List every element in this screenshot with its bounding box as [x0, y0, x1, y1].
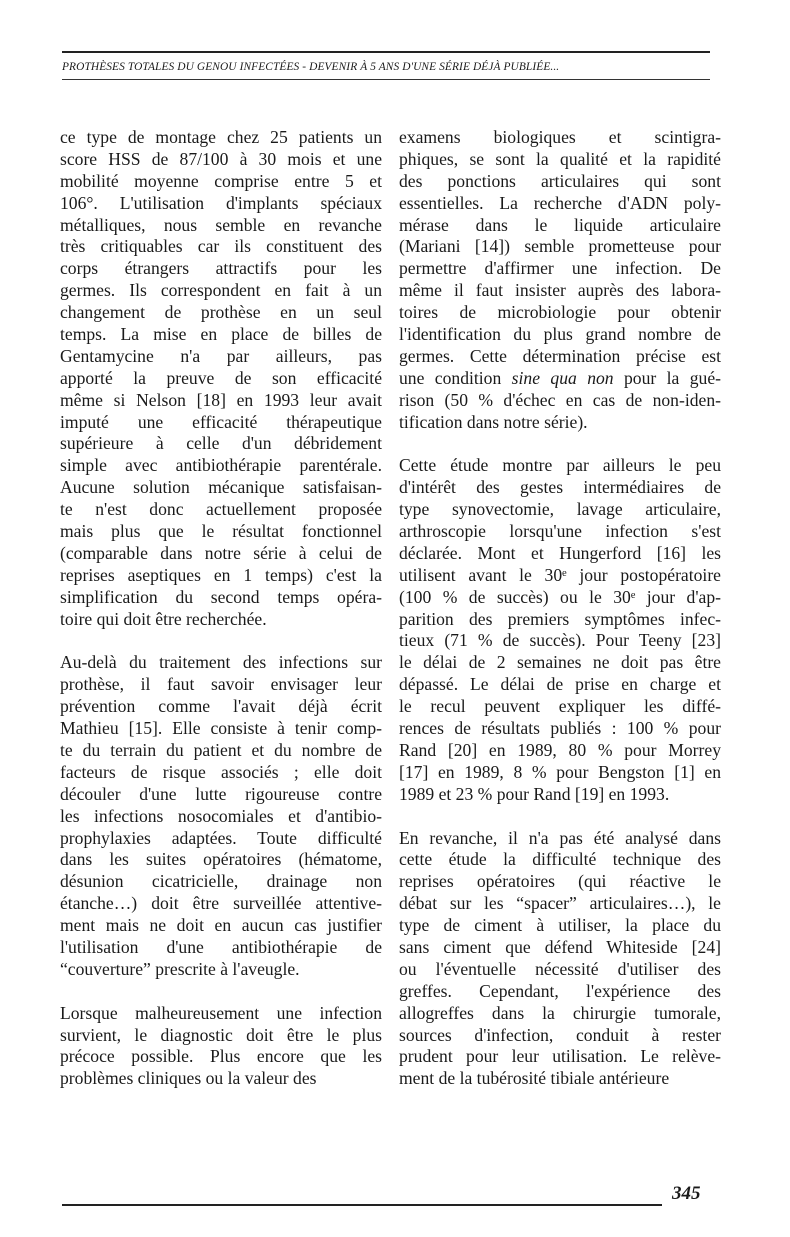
text-line: précoce possible. Plus encore que les: [60, 1046, 382, 1067]
text-line: utilisent avant le 30ᵉ jour postopératoire: [399, 564, 721, 585]
text-line: prévention comme l'avait déjà écrit: [60, 696, 382, 717]
text-line: les infections nosocomiales et d'antibio-: [60, 805, 382, 826]
text-line: [17] en 1989, 8 % pour Bengston [1] en: [399, 761, 721, 782]
paragraph: [399, 455, 721, 805]
text-line: te du terrain du patient et du nombre de: [60, 739, 382, 760]
text-line: (comparable dans notre série à celui de: [60, 542, 382, 563]
text-line: tification dans notre série).: [399, 411, 588, 432]
text-line: survient, le diagnostic doit être le plus: [60, 1024, 382, 1045]
header-rule-bottom: [62, 79, 710, 80]
left-column: [60, 127, 382, 1112]
text-line: (Mariani [14]) semble prometteuse pour: [399, 236, 721, 257]
text-line: corps étrangers attractifs pour les: [60, 258, 382, 279]
text-line: prothèse, il faut savoir envisager leur: [60, 674, 382, 695]
text-line: Au-delà du traitement des infections sur: [60, 652, 382, 673]
footer-rule: [62, 1204, 662, 1206]
text-line: déclarée. Mont et Hungerford [16] les: [399, 542, 721, 563]
text-line: permettre d'affirmer une infection. De: [399, 258, 721, 279]
text-line: prophylaxies adaptées. Toute difficulté: [60, 827, 382, 848]
text-line: des ponctions articulaires qui sont: [399, 170, 721, 191]
text-line: prudent pour leur utilisation. Le relève-: [399, 1046, 721, 1067]
running-header: PROTHÈSES TOTALES DU GENOU INFECTÉES - DEVENIR À 5 ANS D'UNE SÉRIE DÉJÀ PUBLIÉE...: [62, 61, 560, 73]
text-line: tieux (71 % de succès). Pour Teeny [23]: [399, 630, 721, 651]
text-line: allogreffes dans la chirurgie tumorale,: [399, 1002, 721, 1023]
text-line: “couverture” prescrite à l'aveugle.: [60, 958, 300, 979]
text-line: débat sur les “spacer” articulaires…), le: [399, 893, 721, 914]
text-line: problèmes cliniques ou la valeur des: [60, 1068, 317, 1089]
text-line: 106°. L'utilisation d'implants spéciaux: [60, 192, 382, 213]
text-line: parition des premiers symptômes infec-: [399, 608, 721, 629]
text-line: facteurs de risque associés ; elle doit: [60, 761, 382, 782]
text-line: simple avec antibiothérapie parentérale.: [60, 455, 382, 476]
text-line: mobilité moyenne comprise entre 5 et: [60, 170, 382, 191]
text-line: une condition sine qua non pour la gué-: [399, 367, 721, 388]
text-line: dépassé. Le délai de prise en charge et: [399, 674, 721, 695]
text-line: Mathieu [15]. Elle consiste à tenir comp-: [60, 718, 382, 739]
text-line: Rand [20] en 1989, 80 % pour Morrey: [399, 739, 721, 760]
text-line: arthroscopie lorsqu'une infection s'est: [399, 521, 721, 542]
page-number: 345: [672, 1183, 701, 1204]
text-line: l'utilisation d'une antibiothérapie de: [60, 936, 382, 957]
text-line: 1989 et 23 % pour Rand [19] en 1993.: [399, 783, 670, 804]
text-line: le délai de 2 semaines ne doit pas être: [399, 652, 721, 673]
text-line: même il faut insister auprès des labora-: [399, 280, 721, 301]
text-line: Aucune solution mécanique satisfaisan-: [60, 477, 382, 498]
text-line: toires de microbiologie pour obtenir: [399, 302, 721, 323]
text-line: imputé une efficacité thérapeutique: [60, 411, 382, 432]
text-line: très critiquables car ils constituent des: [60, 236, 382, 257]
text-line: mérase dans le liquide articulaire: [399, 214, 721, 235]
text-line: ment de la tubérosité tibiale antérieure: [399, 1068, 670, 1089]
text-line: type de ciment à utiliser, la place du: [399, 915, 721, 936]
text-line: le recul peuvent expliquer les diffé-: [399, 696, 721, 717]
text-line: greffes. Cependant, l'expérience des: [399, 980, 721, 1001]
text-line: score HSS de 87/100 à 30 mois et une: [60, 148, 382, 169]
text-line: type synovectomie, lavage articulaire,: [399, 499, 721, 520]
text-line: Cette étude montre par ailleurs le peu: [399, 455, 721, 476]
text-line: germes. Cette détermination précise est: [399, 345, 721, 366]
text-line: métalliques, nous semble en revanche: [60, 214, 382, 235]
text-line: étanche…) doit être surveillée attentive-: [60, 893, 382, 914]
text-line: changement de prothèse en un seul: [60, 302, 382, 323]
text-line: dans les suites opératoires (hématome,: [60, 849, 382, 870]
text-line: même si Nelson [18] en 1993 leur avait: [60, 389, 382, 410]
text-line: désunion cicatricielle, drainage non: [60, 871, 382, 892]
text-line: Lorsque malheureusement une infection: [60, 1002, 382, 1023]
text-line: examens biologiques et scintigra-: [399, 127, 721, 147]
text-line: ment mais ne doit en aucun cas justifier: [60, 915, 382, 936]
text-line: phiques, se sont la qualité et la rapidité: [399, 148, 721, 169]
text-line: l'identification du plus grand nombre de: [399, 324, 721, 345]
text-line: Gentamycine n'a par ailleurs, pas: [60, 345, 382, 366]
text-line: (100 % de succès) ou le 30ᵉ jour d'ap-: [399, 586, 721, 607]
header-rule-top: [62, 51, 710, 53]
text-line: simplification du second temps opéra-: [60, 586, 382, 607]
text-line: supérieure à celle d'un débridement: [60, 433, 382, 454]
text-line: essentielles. La recherche d'ADN poly-: [399, 192, 721, 213]
paragraph: [399, 127, 721, 433]
text-line: ou l'éventuelle nécessité d'utiliser des: [399, 958, 721, 979]
text-line: sources d'infection, conduit à rester: [399, 1024, 721, 1045]
paragraph: [399, 828, 721, 1091]
paragraph: [60, 127, 382, 630]
right-column: [399, 127, 721, 1112]
text-line: sans ciment que défend Whiteside [24]: [399, 936, 721, 957]
text-line: temps. La mise en place de billes de: [60, 324, 382, 345]
text-line: rison (50 % d'échec en cas de non-iden-: [399, 389, 721, 410]
text-line: mais plus que le résultat fonctionnel: [60, 521, 382, 542]
text-line: En revanche, il n'a pas été analysé dans: [399, 827, 721, 848]
text-line: apporté la preuve de son efficacité: [60, 367, 382, 388]
paragraph: [60, 1003, 382, 1091]
text-line: d'intérêt des gestes intermédiaires de: [399, 477, 721, 498]
text-line: cette étude la difficulté technique des: [399, 849, 721, 870]
text-line: germes. Ils correspondent en fait à un: [60, 280, 382, 301]
text-line: reprises aseptiques en 1 temps) c'est la: [60, 564, 382, 585]
text-line: découler d'une lutte rigoureuse contre: [60, 783, 382, 804]
text-line: rences de résultats publiés : 100 % pour: [399, 718, 721, 739]
text-line: ce type de montage chez 25 patients un: [60, 127, 382, 147]
text-line: toire qui doit être recherchée.: [60, 608, 267, 629]
text-line: reprises opératoires (qui réactive le: [399, 871, 721, 892]
paragraph: [60, 652, 382, 980]
text-line: te n'est donc actuellement proposée: [60, 499, 382, 520]
